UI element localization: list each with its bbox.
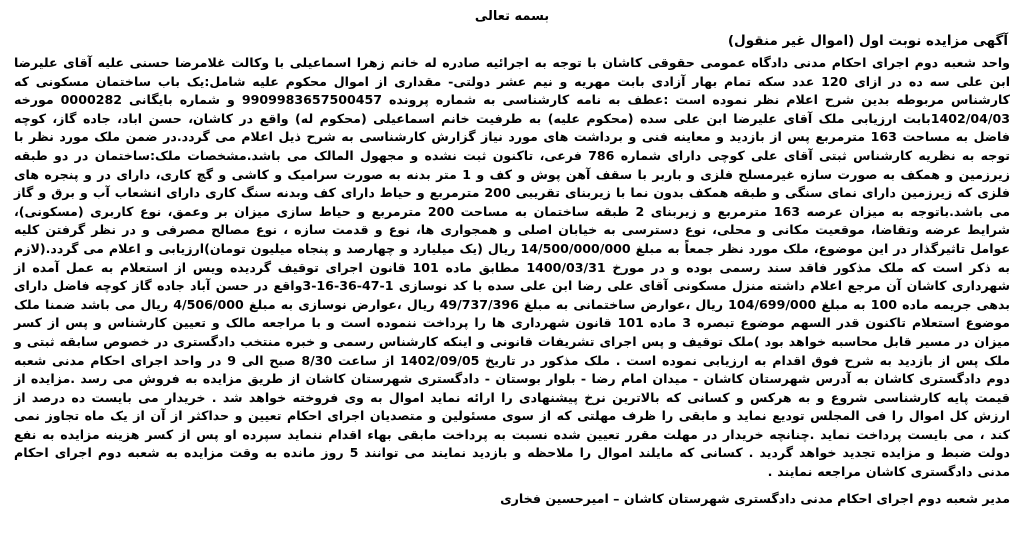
notice-signature: مدیر شعبه دوم اجرای احکام مدنی دادگستری شهرستان کاشان – امیرحسین فخاری [500,490,1010,506]
page-heading: بسمه تعالی [474,9,550,24]
notice-body: واحد شعبه دوم اجرای احکام مدنی دادگاه عمومی حقوقی کاشان با توجه به اجرائیه صادره له خانم زهرا اسماعیلی با وکالت غلامرضا حسنی علیه آقای علیرضا ابن علی سه ده در ازای 120 عدد سکه تمام بهار آزادی بابت مهریه و نیم عشر دولتی- مقداری از اموال محکوم علیه شامل:یک باب ساختمان مسکونی که کارشناس مربوطه بدین شرح اعلام نظر نموده است :عطف به نامه کارشناسی به شماره پرونده 9909983657500457 و شماره بایگانی 0000282 مورخه 1402/04/03بابت ارزیابی ملک آقای علیرضا ابن علی سده (محکوم علیه) به طرفیت خانم اسماعیلی (محکوم له) واقع در کاشان، حسن اباد، جاده گاز، کوچه فاضل به مساحت 163 مترمربع پس از بازدید و معاینه فنی و برداشت های مورد نیاز گزارش کارشناسی به شرح ذیل اعلام می گردد.در ضمن ملک مورد نظر با توجه به نظریه کارشناس ثبتی آقای علی کوچی دارای شماره 786 فرعی، تاکنون ثبت نشده و مجهول المالک می باشد.مشخصات ملک:ساختمان در دو طبقه زیرزمین و همکف به صورت سازه غیرمسلح فلزی و باربر با سقف آهن پوش و کف و 1 متر بدنه به صورت سرامیک و کاشی و گچ کاری، دارای در و پنجره های فلزی که زیرزمین دارای نمای سنگی و طبقه همکف بدون نما با زیربنای تقریبی 200 مترمربع و حیاط دارای کف وبدنه سنگ کاری دارای انشعاب آب و برق و گاز می باشد.باتوجه به میزان عرصه 163 مترمربع و زیربنای 2 طبقه ساختمان به مساحت 200 مترمربع و حیاط سازی میزان بر وعمق، نوع کاربری (مسکونی)، شرایط عرضه وتقاضا، موقعیت مکانی و محلی، نوع دسترسی به خیابان اصلی و همجواری ها، نوع و قدمت سازه ، نوع مصالح مصرفی و در نظر گرفتن کلیه عوامل تاثیرگذار در این موضوع، ملک مورد نظر جمعاً به مبلغ 14/500/000/000 ریال (یک میلیارد و چهارصد و پنجاه میلیون تومان)ارزیابی و اعلام می گردد.(لازم به ذکر است که ملک مذکور فاقد سند رسمی بوده و در مورخ 1400/03/31 مطابق ماده 101 قانون اجرای توقیف گردیده ویس از استعلام به عمل آمده از شهرداری کاشان آن مرجع اعلام داشته منزل مسکونی آقای علی رضا ابن علی سده با کد نوسازی 1-47-36-16-3واقع در حسن آباد جاده گاز کوچه فاضل دارای بدهی جریمه ماده 100 به مبلغ 104/699/000 ریال ،عوارض ساختمانی به مبلغ 49/737/396 ریال ،عوارض نوسازی به مبلغ 4/506/000 ریال می باشد ضمنا ملک موضوع استعلام تاکنون قدر السهم موضوع تبصره 3 ماده 101 قانون شهرداری ها را پرداخت ننموده است و با مراجعه مالک و تعیین کارشناس و پس از کسر میزان در مسیر قابل محاسبه خواهد بود )ملک توقیف و پس اجرای تشریفات قانونی و اینکه کارشناس رسمی و خبره منتخب دادگستری در خصوص سابقه ثبتی و ملک پس از بازدید به شرح فوق اقدام به ارزیابی نموده است . ملک مذکور در تاریخ 1402/09/05 از ساعت 8/30 صبح الی 9 در واحد اجرای احکام مدنی شعبه دوم دادگستری کاشان به آدرس شهرستان کاشان - میدان امام رضا - بلوار بوستان - دادگستری شهرستان کاشان از طریق مزایده به فروش می رسد .مزایده از قیمت پایه کارشناسی شروع و به هرکس و کسانی که بالاترین نرخ پیشنهادی را ارائه نماید اموال به وی فروخته خواهد شد . خریدار می بایست ده درصد از ارزش کل اموال را فی المجلس تودیع نماید و مابقی را ظرف مهلتی که از سوی مسئولین و متصدیان اجرای احکام تعیین و حداکثر از آن از یک ماه تجاوز نمی کند ، می بایست پرداخت نماید .چنانچه خریدار در مهلت مقرر تعیین شده نسبت به پرداخت مابقی بهاء اقدام ننماید سپرده او پس از کسر هزینه مزایده به نفع دولت ضبط و مزایده تجدید خواهد گردید . کسانی که مایلند اموال را ملاحظه و بازدید نمایند می توانند 5 روز مانده به وقت مزایده به شعبه دوم اجرای احکام مدنی دادگستری کاشان مراجعه نمایند . [14,55,1011,480]
notice-title: آگهی مزایده نوبت اول (اموال غیر منقول) [727,33,1008,49]
